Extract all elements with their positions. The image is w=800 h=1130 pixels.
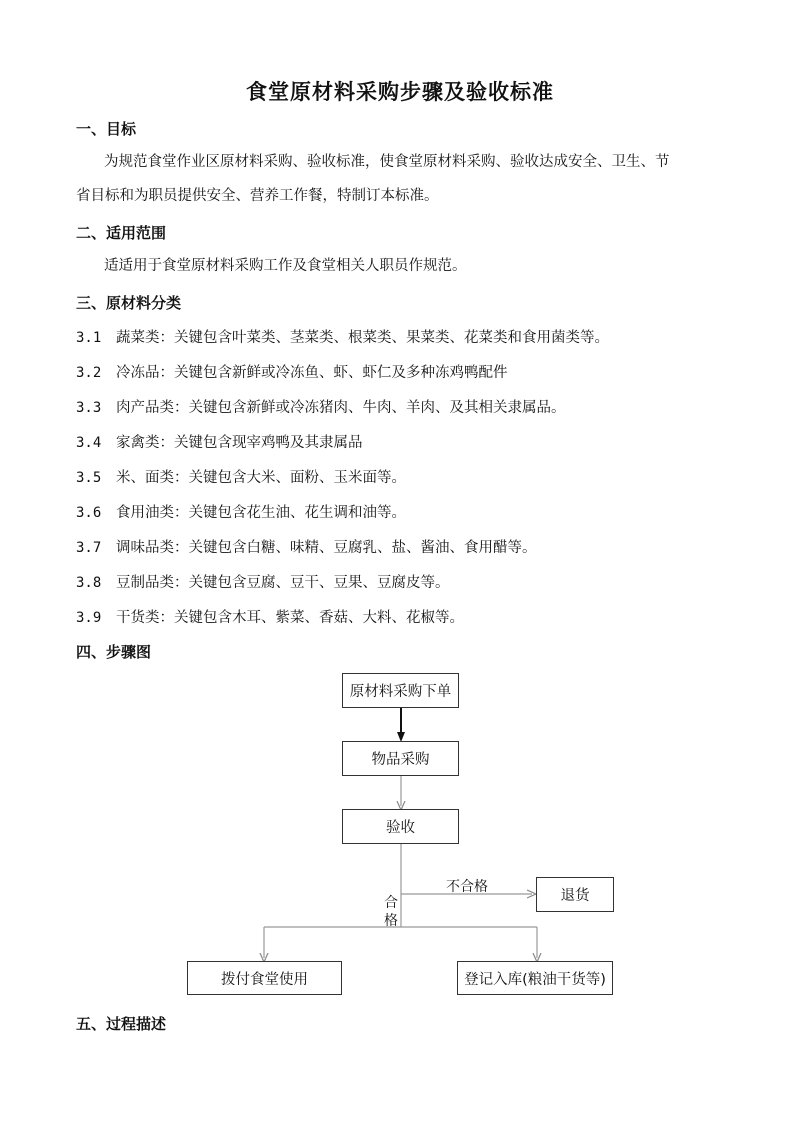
flow-node-purchase: 物品采购 [342, 741, 459, 776]
flow-node-use: 拨付食堂使用 [187, 961, 342, 995]
item-text: 调味品类：关键包含白糖、味精、豆腐乳、盐、酱油、食用醋等。 [116, 540, 537, 556]
list-item [76, 361, 508, 382]
list-item [76, 501, 406, 522]
item-number: 3.2 [76, 365, 102, 381]
item-text: 豆制品类：关键包含豆腐、豆干、豆果、豆腐皮等。 [116, 575, 450, 591]
flow-label-pass-char: 格 [384, 913, 398, 929]
list-item [76, 431, 363, 452]
list-item [76, 606, 464, 627]
flow-label-reject: 不合格 [446, 879, 488, 895]
flow-label-pass-char: 合 [384, 895, 398, 911]
list-item [76, 326, 609, 347]
item-number: 3.3 [76, 400, 102, 416]
flow-label-pass [383, 894, 399, 930]
section-heading-flowchart: 四、步骤图 [76, 643, 152, 661]
section-heading-categories: 三、原材料分类 [76, 294, 182, 312]
list-item [76, 466, 406, 487]
item-text: 家禽类：关键包含现宰鸡鸭及其隶属品 [116, 435, 363, 451]
list-item [76, 571, 450, 592]
item-text: 食用油类：关键包含花生油、花生调和油等。 [116, 505, 406, 521]
section-heading-scope: 二、适用范围 [76, 224, 167, 242]
flow-node-store: 登记入库(粮油干货等) [457, 961, 613, 995]
scope-paragraph: 适适用于食堂原材料采购工作及食堂相关人职员作规范。 [104, 258, 467, 274]
goal-paragraph-line2: 省目标和为职员提供安全、营养工作餐，特制订本标准。 [76, 188, 439, 204]
flow-node-return: 退货 [536, 877, 614, 912]
item-number: 3.5 [76, 470, 102, 486]
goal-paragraph-line1: 为规范食堂作业区原材料采购、验收标准，使食堂原材料采购、验收达成安全、卫生、节 [104, 154, 670, 170]
item-number: 3.1 [76, 330, 102, 346]
flow-node-inspect: 验收 [342, 809, 459, 844]
section-heading-goal: 一、目标 [76, 120, 137, 138]
item-number: 3.9 [76, 610, 102, 626]
item-number: 3.8 [76, 575, 102, 591]
section-heading-process: 五、过程描述 [76, 1015, 167, 1033]
document-title: 食堂原材料采购步骤及验收标准 [246, 80, 554, 104]
list-item [76, 536, 537, 557]
flow-node-order: 原材料采购下单 [342, 673, 459, 708]
item-number: 3.7 [76, 540, 102, 556]
item-text: 蔬菜类：关键包含叶菜类、茎菜类、根菜类、果菜类、花菜类和食用菌类等。 [116, 330, 609, 346]
item-text: 干货类：关键包含木耳、紫菜、香菇、大料、花椒等。 [116, 610, 464, 626]
item-number: 3.4 [76, 435, 102, 451]
list-item [76, 396, 566, 417]
item-text: 米、面类：关键包含大米、面粉、玉米面等。 [116, 470, 406, 486]
item-number: 3.6 [76, 505, 102, 521]
item-text: 冷冻品：关键包含新鲜或冷冻鱼、虾、虾仁及多种冻鸡鸭配件 [116, 365, 508, 381]
item-text: 肉产品类：关键包含新鲜或冷冻猪肉、牛肉、羊肉、及其相关隶属品。 [116, 400, 566, 416]
